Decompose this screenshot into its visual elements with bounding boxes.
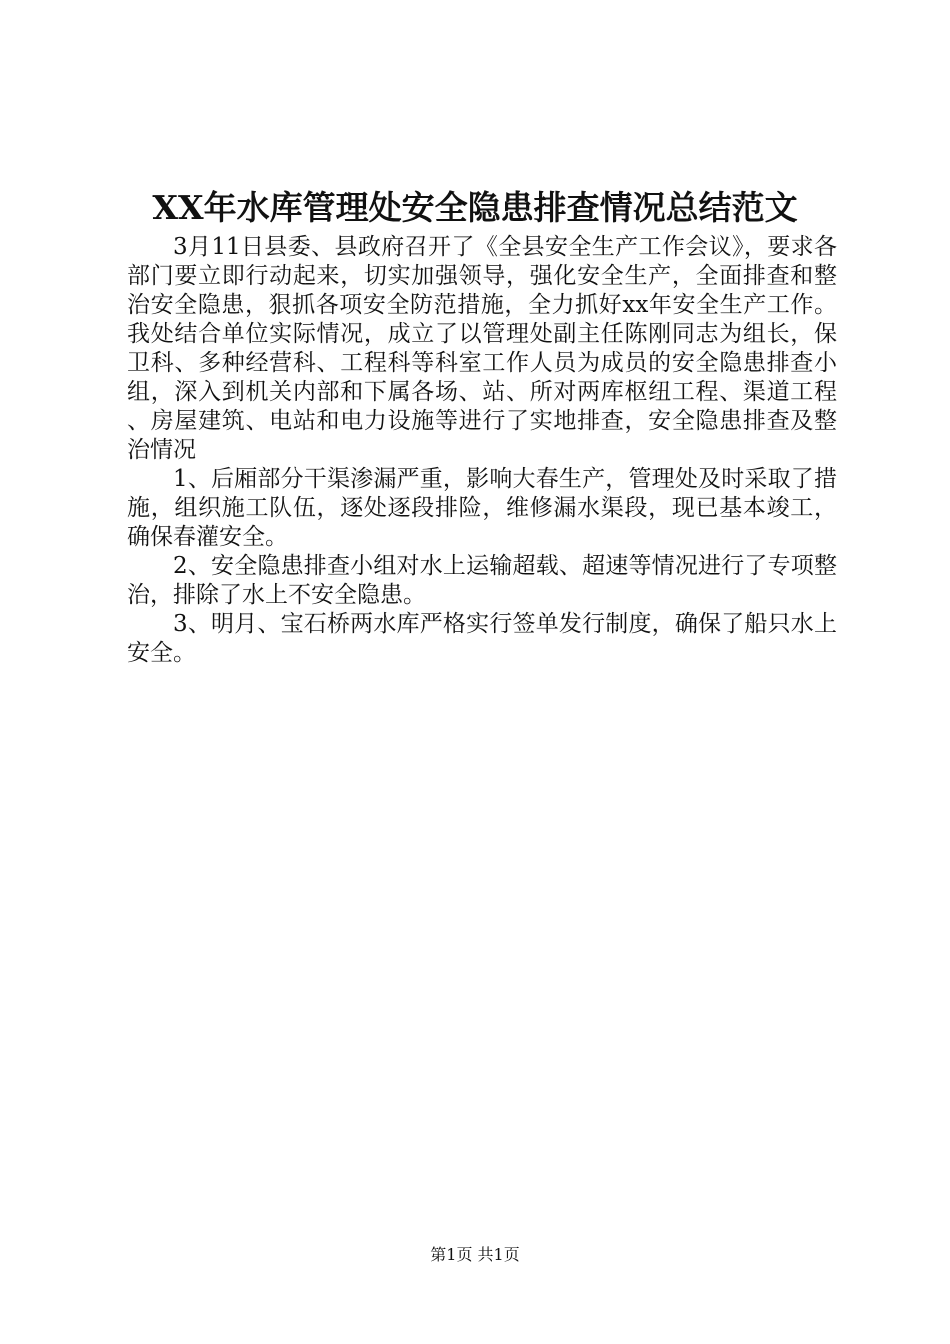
paragraph-item-2: 2、安全隐患排查小组对水上运输超载、超速等情况进行了专项整治，排除了水上不安全隐患。	[127, 553, 837, 608]
paragraph-item-3: 3、明月、宝石桥两水库严格实行签单发行制度，确保了船只水上安全。	[127, 611, 837, 666]
page-footer: 第1页 共1页	[430, 1245, 520, 1264]
paragraph-intro: 3月11日县委、县政府召开了《全县安全生产工作会议》，要求各部门要立即行动起来，切实加强领导，强化安全生产，全面排查和整治安全隐患，狠抓各项安全防范措施，全力抓好xx年安全生产工作。我处结合单位实际情况，成立了以管理处副主任陈刚同志为组长，保卫科、多种经营科、工程科等科室工作人员为成员的安全隐患排查小组，深入到机关内部和下属各场、站、所对两库枢纽工程、渠道工程、房屋建筑、电站和电力设施等进行了实地排查，安全隐患排查及整治情况	[127, 234, 837, 463]
paragraph-item-1: 1、后厢部分干渠渗漏严重，影响大春生产，管理处及时采取了措施，组织施工队伍，逐处逐段排险，维修漏水渠段，现已基本竣工，确保春灌安全。	[127, 466, 837, 550]
document-body	[127, 233, 837, 668]
document-title: XX年水库管理处安全隐患排查情况总结范文	[152, 188, 798, 227]
